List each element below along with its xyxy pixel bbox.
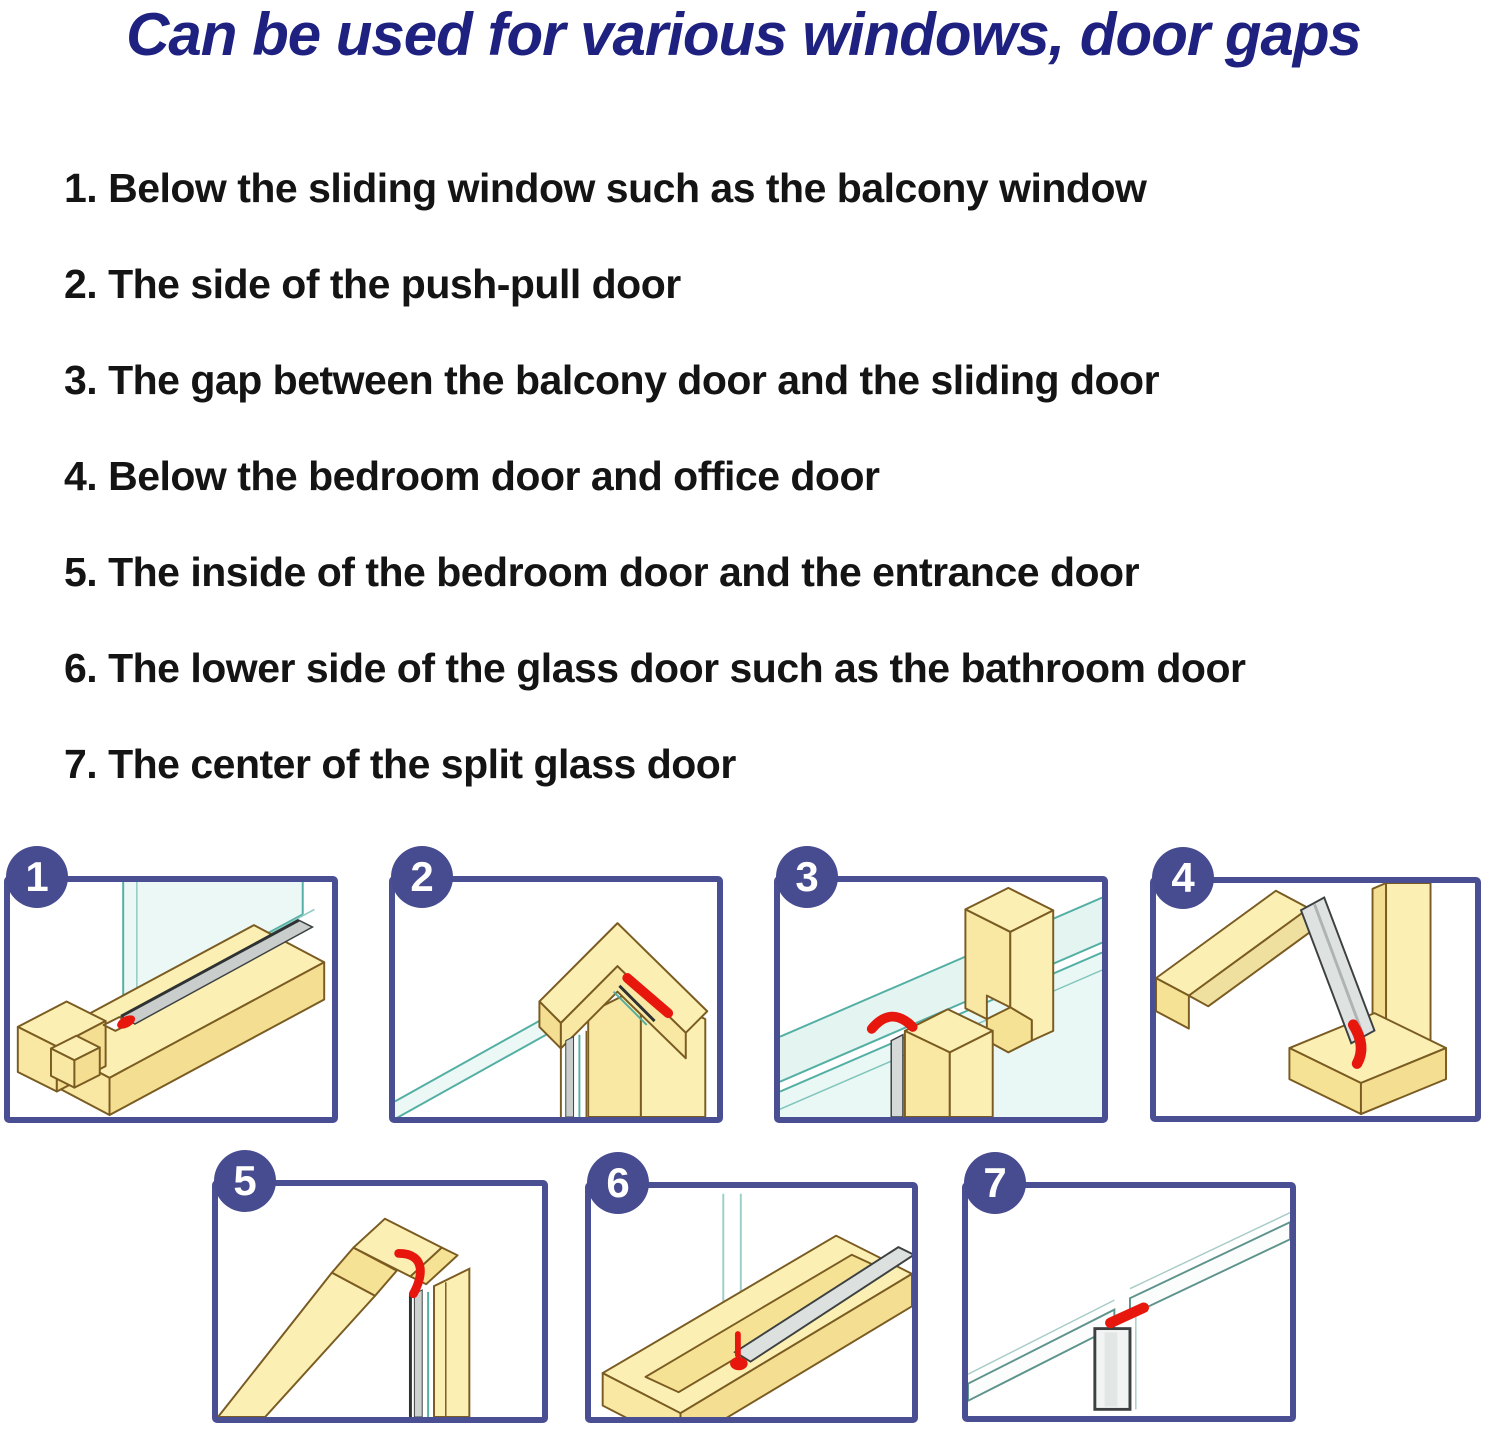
panel-5-number-badge bbox=[214, 1150, 276, 1212]
panel-7-illustration bbox=[968, 1188, 1290, 1416]
panel-1-number-badge bbox=[6, 846, 68, 908]
glass-sheet-left-icon bbox=[968, 1300, 1114, 1401]
red-seal-highlight-icon bbox=[1110, 1308, 1143, 1323]
panel-glass-door-lower-side bbox=[585, 1159, 918, 1423]
panel-1-illustration bbox=[10, 882, 332, 1117]
panel-balcony-sliding-door-gap bbox=[774, 853, 1108, 1123]
panel-6-number: 6 bbox=[606, 1159, 630, 1206]
panel-split-glass-door-center bbox=[962, 1159, 1296, 1422]
use-case-item-6: 6. The lower side of the glass door such as the bathroom door bbox=[64, 645, 1246, 691]
lower-door-stile-icon bbox=[905, 1009, 993, 1117]
panel-push-pull-door-side bbox=[389, 853, 723, 1123]
panel-6-illustration bbox=[591, 1188, 912, 1417]
panel-5-number: 5 bbox=[233, 1157, 257, 1204]
seal-strip-icon bbox=[1301, 898, 1374, 1044]
panel-2-number-badge bbox=[391, 846, 453, 908]
panel-3-illustration bbox=[780, 882, 1102, 1117]
panel-2-number: 2 bbox=[410, 853, 434, 900]
use-case-item-1: 1. Below the sliding window such as the balcony window bbox=[64, 165, 1147, 211]
panel-6-number-badge bbox=[587, 1152, 649, 1214]
glass-pane-icon bbox=[395, 1013, 553, 1117]
panel-4-number: 4 bbox=[1171, 854, 1195, 901]
panel-bedroom-entrance-door-inside bbox=[212, 1157, 548, 1423]
seal-strip-icon bbox=[891, 1035, 903, 1117]
panel-5-illustration bbox=[218, 1186, 542, 1417]
door-jamb-icon bbox=[218, 1248, 397, 1417]
panel-4-number-badge bbox=[1152, 847, 1214, 909]
use-case-item-5: 5. The inside of the bedroom door and the entrance door bbox=[64, 549, 1140, 595]
use-case-item-4: 4. Below the bedroom door and office door bbox=[64, 453, 880, 499]
panel-3-number: 3 bbox=[795, 853, 819, 900]
panel-7-number: 7 bbox=[983, 1159, 1007, 1206]
use-case-item-3: 3. The gap between the balcony door and the sliding door bbox=[64, 357, 1160, 403]
use-case-list bbox=[64, 165, 1246, 840]
panel-2-illustration bbox=[395, 882, 717, 1117]
panel-sliding-window-bottom bbox=[4, 853, 338, 1123]
panel-4-illustration bbox=[1156, 883, 1475, 1116]
panel-7-number-badge bbox=[964, 1152, 1026, 1214]
seal-strip-icon bbox=[1095, 1329, 1130, 1410]
page-title: Can be used for various windows, door gaps bbox=[126, 1, 1361, 68]
glass-sheet-right-icon bbox=[1130, 1213, 1290, 1410]
use-case-item-2: 2. The side of the push-pull door bbox=[64, 261, 681, 307]
panel-1-number: 1 bbox=[25, 853, 49, 900]
panel-3-number-badge bbox=[776, 846, 838, 908]
use-case-item-7: 7. The center of the split glass door bbox=[64, 741, 736, 787]
bottom-board-icon bbox=[603, 1236, 912, 1417]
panel-bedroom-office-door-bottom bbox=[1150, 854, 1481, 1122]
